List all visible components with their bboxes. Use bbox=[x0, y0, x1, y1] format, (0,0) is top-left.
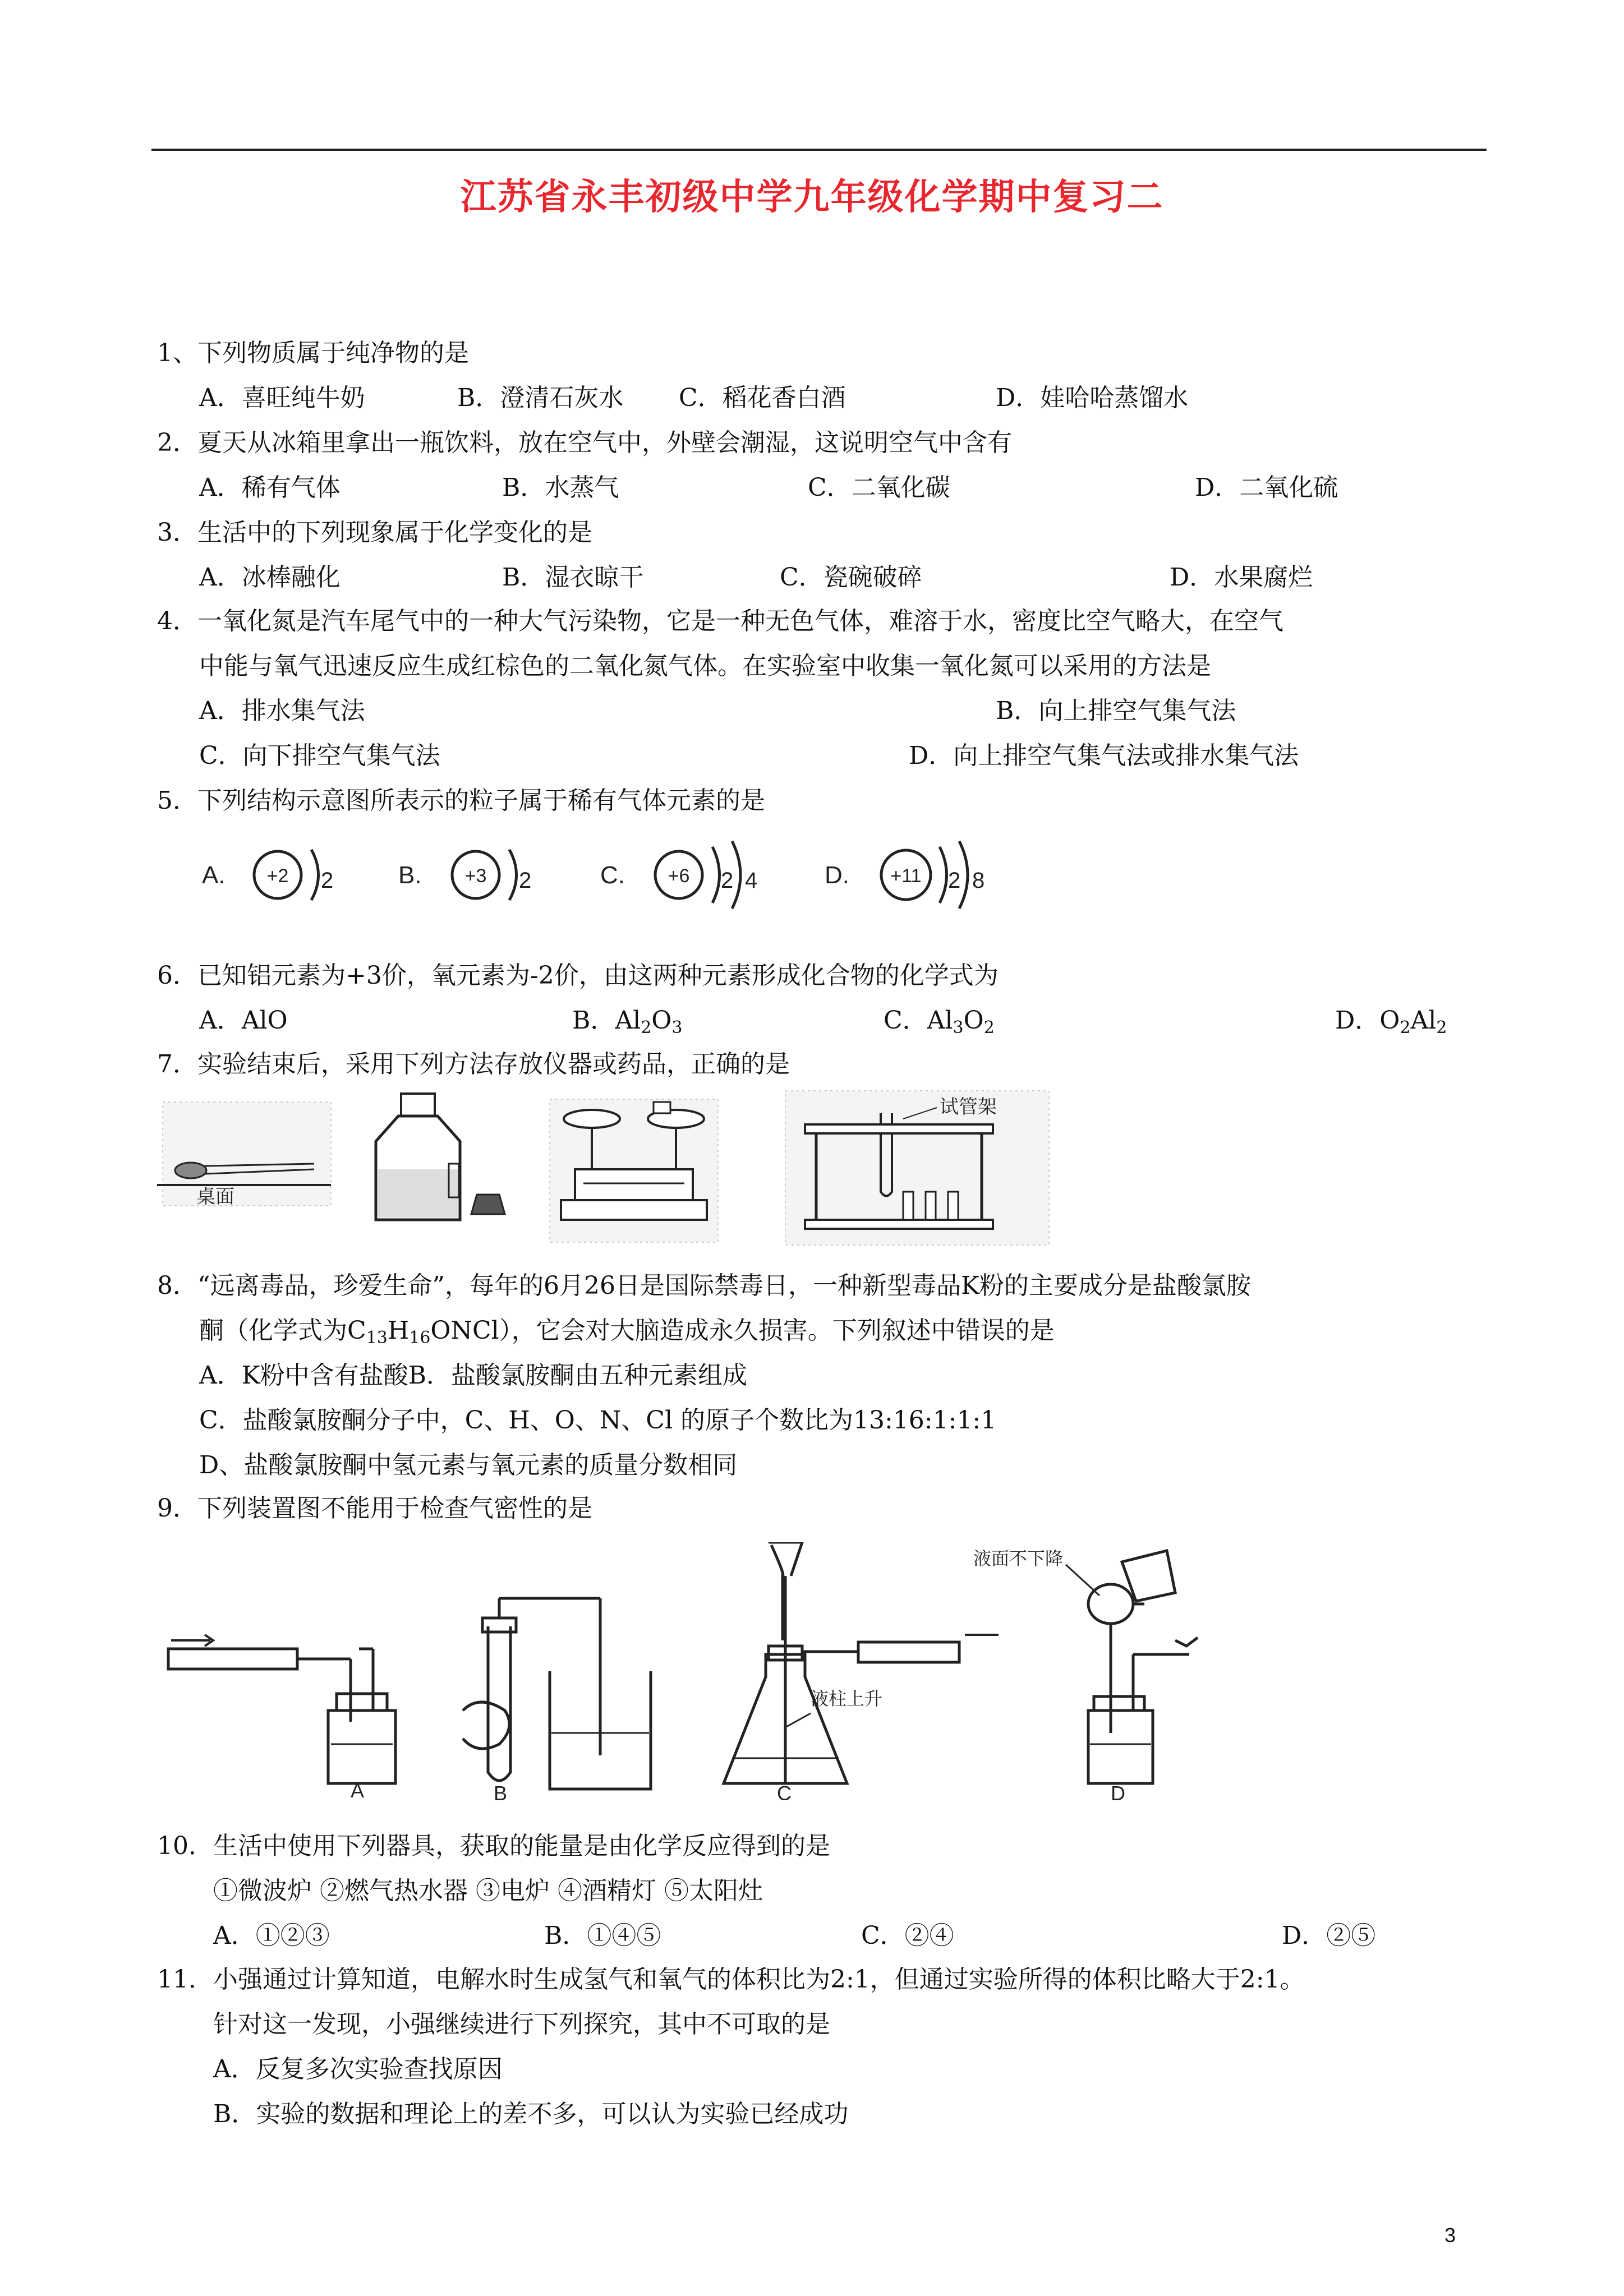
q2-option-b: B．水蒸气 bbox=[502, 473, 619, 502]
q3-option-a: A．冰棒融化 bbox=[199, 563, 341, 592]
structure-c-letter: C. bbox=[600, 861, 625, 889]
structure-c bbox=[600, 841, 757, 909]
apparatus-b-label: B bbox=[494, 1782, 508, 1800]
q6-stem: 6．已知铝元素为+3价，氧元素为-2价，由这两种元素形成化合物的化学式为 bbox=[157, 961, 999, 990]
q10-option-a: A．①②③ bbox=[213, 1921, 330, 1950]
apparatus-c bbox=[724, 1542, 999, 1800]
structure-c-shell-2: 4 bbox=[745, 868, 758, 893]
structure-b-shell-1: 2 bbox=[519, 868, 532, 893]
structure-a-letter: A. bbox=[202, 861, 226, 889]
q8-option-ab: A．K粉中含有盐酸B．盐酸氯胺酮由五种元素组成 bbox=[199, 1361, 747, 1390]
q3-stem: 3．生活中的下列现象属于化学变化的是 bbox=[157, 518, 592, 547]
q2-option-d: D．二氧化硫 bbox=[1195, 473, 1338, 502]
structure-d-letter: D. bbox=[825, 861, 849, 889]
q4-option-d: D．向上排空气集气法或排水集气法 bbox=[909, 741, 1299, 770]
q6-option-b: B．$Al_2O_3$ bbox=[572, 1006, 683, 1038]
structure-c-nucleus: +6 bbox=[668, 865, 690, 887]
storage-option-c bbox=[550, 1099, 718, 1242]
q4-stem-line1: 4．一氧化氮是汽车尾气中的一种大气污染物，它是一种无色气体，难溶于水，密度比空气略大，在空气 bbox=[157, 607, 1283, 635]
apparatus-d-note: 液面不下降 bbox=[973, 1548, 1064, 1569]
q1-option-a: A．喜旺纯牛奶 bbox=[199, 384, 365, 412]
q10-option-c: C．②④ bbox=[861, 1921, 954, 1950]
q2-stem: 2．夏天从冰箱里拿出一瓶饮料，放在空气中，外壁会潮湿，这说明空气中含有 bbox=[157, 428, 1012, 457]
apparatus-a-label: A bbox=[351, 1779, 365, 1800]
apparatus-c-label: C bbox=[777, 1782, 792, 1800]
q11-option-a: A．反复多次实验查找原因 bbox=[213, 2055, 503, 2083]
storage-option-b bbox=[376, 1094, 505, 1220]
q1-option-d: D．娃哈哈蒸馏水 bbox=[996, 384, 1189, 412]
q4-option-b: B．向上排空气集气法 bbox=[996, 697, 1236, 725]
q8-stem-line1: 8．“远离毒品，珍爱生命”，每年的6月26日是国际禁毒日，一种新型毒品K粉的主要成分是盐酸氯胺 bbox=[157, 1271, 1251, 1300]
q11-stem-line1: 11．小强通过计算知道，电解水时生成氢气和氧气的体积比为2:1，但通过实验所得的体积比略大于2:1。 bbox=[157, 1965, 1305, 1994]
q8-option-d: D、盐酸氯胺酮中氢元素与氧元素的质量分数相同 bbox=[199, 1451, 738, 1479]
structure-b bbox=[398, 850, 531, 900]
q3-option-d: D．水果腐烂 bbox=[1170, 563, 1313, 592]
q6-option-c: C．$Al_3O_2$ bbox=[884, 1006, 995, 1038]
q6-option-a: A．AlO bbox=[199, 1006, 288, 1035]
q1-option-b: B．澄清石灰水 bbox=[457, 384, 624, 412]
q1-stem: 1、下列物质属于纯净物的是 bbox=[157, 339, 469, 367]
atomic-structure-diagrams bbox=[196, 827, 1010, 923]
q4-option-c: C．向下排空气集气法 bbox=[199, 741, 440, 770]
q10-option-b: B．①④⑤ bbox=[544, 1921, 661, 1950]
apparatus-d-label: D bbox=[1111, 1782, 1125, 1800]
q8-stem-line2: 酮（化学式为$C_{13}H_{16}ONCl$），它会对大脑造成永久损害。下列叙述中错误的是 bbox=[199, 1316, 1055, 1348]
storage-option-d bbox=[785, 1091, 1049, 1245]
structure-b-letter: B. bbox=[398, 861, 422, 889]
structure-a bbox=[202, 850, 333, 900]
structure-d bbox=[825, 841, 984, 909]
q5-stem: 5．下列结构示意图所表示的粒子属于稀有气体元素的是 bbox=[157, 786, 765, 815]
q4-stem-line2: 中能与氧气迅速反应生成红棕色的二氧化氮气体。在实验室中收集一氧化氮可以采用的方法是 bbox=[199, 652, 1211, 680]
structure-a-shell-1: 2 bbox=[321, 868, 334, 893]
q6-option-d: D．$O_2Al_2$ bbox=[1335, 1006, 1447, 1038]
apparatus-c-note: 液柱上升 bbox=[811, 1688, 883, 1709]
storage-option-a bbox=[157, 1102, 331, 1208]
apparatus-a bbox=[168, 1635, 395, 1800]
q10-items: ①微波炉 ②燃气热水器 ③电炉 ④酒精灯 ⑤太阳灶 bbox=[213, 1877, 763, 1905]
rack-label: 试管架 bbox=[940, 1096, 997, 1118]
page-title: 江苏省永丰初级中学九年级化学期中复习二 bbox=[460, 177, 1164, 218]
structure-d-shell-1: 2 bbox=[948, 868, 961, 893]
q11-stem-line2: 针对这一发现，小强继续进行下列探究，其中不可取的是 bbox=[213, 2010, 830, 2039]
table-label: 桌面 bbox=[196, 1186, 234, 1208]
page-number: 3 bbox=[1444, 2224, 1456, 2247]
structure-d-shell-2: 8 bbox=[972, 868, 985, 893]
storage-methods-diagrams bbox=[157, 1085, 1088, 1248]
q10-option-d: D．②⑤ bbox=[1282, 1921, 1376, 1950]
header-rule bbox=[151, 149, 1487, 151]
q2-option-c: C．二氧化碳 bbox=[808, 473, 950, 502]
airtightness-apparatus-diagrams bbox=[157, 1542, 1223, 1800]
structure-a-nucleus: +2 bbox=[266, 865, 289, 887]
apparatus-d bbox=[973, 1548, 1198, 1800]
structure-d-nucleus: +11 bbox=[890, 865, 922, 887]
apparatus-b bbox=[463, 1598, 651, 1800]
q3-option-b: B．湿衣晾干 bbox=[502, 563, 644, 592]
q3-option-c: C．瓷碗破碎 bbox=[780, 563, 922, 592]
q7-stem: 7．实验结束后，采用下列方法存放仪器或药品，正确的是 bbox=[157, 1050, 790, 1078]
q11-option-b: B．实验的数据和理论上的差不多，可以认为实验已经成功 bbox=[213, 2100, 849, 2128]
q1-option-c: C．稻花香白酒 bbox=[679, 384, 846, 412]
q10-stem: 10．生活中使用下列器具，获取的能量是由化学反应得到的是 bbox=[157, 1832, 830, 1860]
q2-option-a: A．稀有气体 bbox=[199, 473, 341, 502]
structure-b-nucleus: +3 bbox=[464, 865, 487, 887]
structure-c-shell-1: 2 bbox=[721, 868, 734, 893]
q8-option-c: C．盐酸氯胺酮分子中，C、H、O、N、Cl 的原子个数比为13:16:1:1:1 bbox=[199, 1406, 997, 1435]
q9-stem: 9．下列装置图不能用于检查气密性的是 bbox=[157, 1494, 592, 1523]
q4-option-a: A．排水集气法 bbox=[199, 697, 365, 725]
